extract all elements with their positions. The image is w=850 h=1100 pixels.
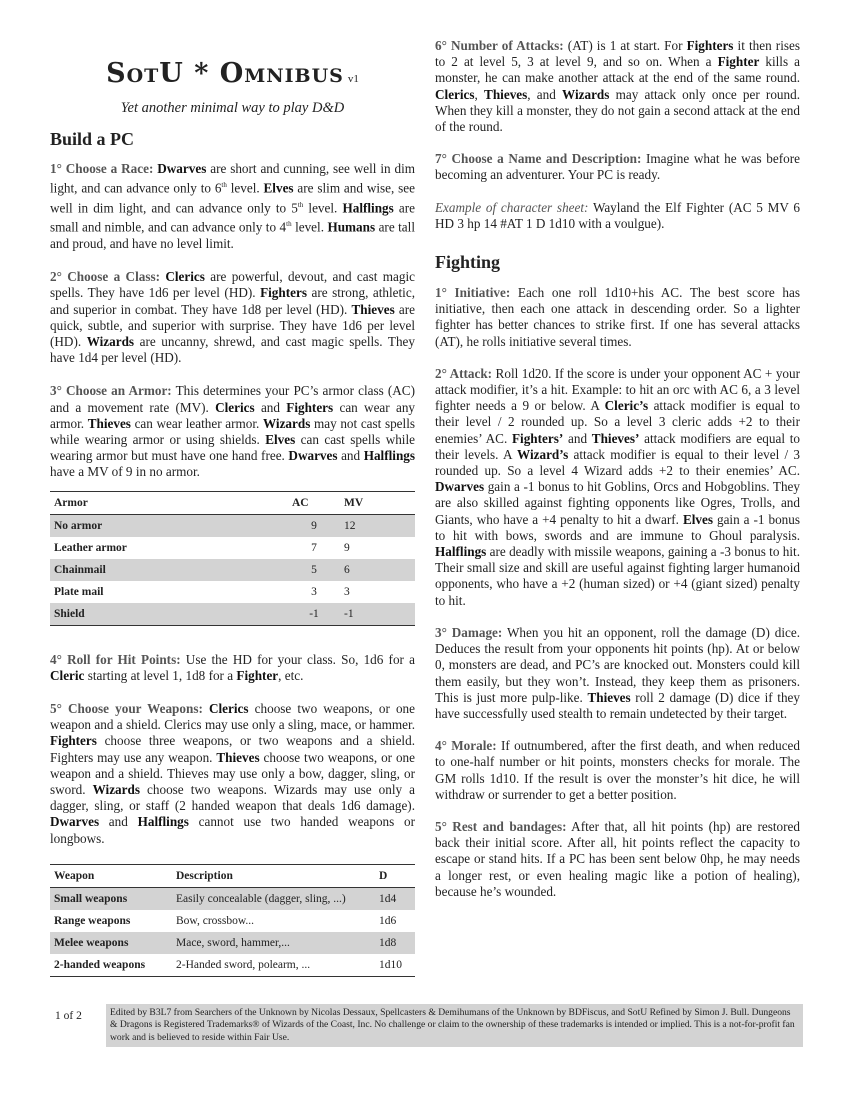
keyword: Dwarves [435,479,485,495]
table-cell: Range weapons [54,914,131,927]
table-cell: 3 [344,585,350,598]
keyword: Elves [263,180,294,196]
text: After that, all hit points (hp) are restored back their initial score. After all, hit points reflect the capacity to escape or stand hits. If a PC has been sent below 0hp, he may needs a longer rest, or even healing magic like a potion of healing), because he’s wounded. [435,818,800,899]
column-header: Armor [50,491,288,514]
table-row [50,559,415,581]
armor-table [50,491,415,626]
table-cell: 9 [344,541,350,554]
text: choose two weapons, or one weapon and a shield. Clerics may use only a sling, mace, or hammer. [50,701,415,733]
text: This determines your PC’s armor class (AC) and a movement rate (MV). [50,383,415,415]
credits-box: Edited by B3L7 from Searchers of the Unknown by Nicolas Dessaux, Spellcasters & Demihumans of the Unknown by BDFiscus, and SotU Refined by Simon J. Bull. Dungeons & Dragons is Registered Trademarks® of Wizards of the Coast, Inc. No challenge or claim to the ownership of these trademarks is intended or implied. This is a not-for-profit fan work and is believed to reside within Fair Use. [106,1004,803,1047]
keyword: Thieves’ [591,430,640,446]
text: attack modifier is equal to their level / 2 rounded up. So a level 3 cleric adds +2 to their enemies’ AC. [435,398,800,446]
table-cell: No armor [54,519,103,532]
text: are uncanny, shrewd, and cast magic spells. They have 1d4 per level (HD). [50,334,415,366]
keyword: Fighters’ [511,430,564,446]
keyword: Wizards [86,334,135,349]
left-column [50,0,415,977]
table-row [50,537,415,559]
table-header-row [50,864,415,887]
table-cell: 9 [311,519,317,532]
keyword: Dwarves [288,448,338,464]
section-heading-fighting: Fighting [435,252,501,273]
text: are short and cunning, see well in dim light, and can advance only to 6 [50,161,415,196]
version-label: v1 [347,73,359,85]
text: (AT) is 1 at start. For [563,38,687,53]
text: and [254,399,287,415]
keyword: Halflings [363,448,415,464]
text: are powerful, devout, and cast magic spells. They have 1d6 per level (HD). [50,269,415,301]
column-header: D [375,864,415,887]
text: gain a -1 bonus to hit Goblins, Orcs and Hobgoblins. They are also skilled against fighting opponents like Ogres, Trolls, and Giants, who have a +4 penalty to hit a dwarf. [435,479,800,527]
text: kills a monster, he can make another attack at the end of the same round. [435,54,800,86]
text: Each one roll 1d10+his AC. The best score has initiative, then each one attack in descending order. So a lighter fighter has better chances to strike first. If one has several attacks (AT), he rolls initiative several times. [435,285,800,349]
text: and [337,448,364,464]
text: are slim and wise, see well in dim light, and can advance only to 5 [50,180,415,216]
text: level. [226,180,264,196]
table-cell: Bow, crossbow... [176,914,255,927]
text: can cast spells while wearing armor but must have one hand free. [50,432,415,464]
keyword: Thieves [587,689,631,705]
text: may attack only once per round. When they kill a monster, they do not gain a second attack at the end of the round. [435,86,800,135]
keyword: Thieves [484,86,528,102]
text: Wayland the Elf Fighter (AC 5 MV 6 HD 3 hp 14 #AT 1 D 1d10 with a voulgue). [435,199,800,231]
paragraph-example [435,200,800,232]
text: Roll 1d20. If the score is under your opponent AC + your attack modifier, it’s a hit. Example: to hit an orc with AC 6, a 3 level fighter needs a 9 or below. A [435,365,801,414]
keyword: Humans [327,219,376,235]
keyword: Wizards [92,782,140,798]
ordinal: th [286,220,292,229]
text: are strong, athletic, and superior in combat. They have 1d8 per level (HD). [50,285,415,317]
keyword: Cleric [50,667,85,683]
keyword: Fighter [717,54,760,70]
column-header: MV [340,491,415,514]
keyword: Wizards [262,415,311,431]
keyword: Halflings [137,814,189,830]
keyword: Wizards [562,86,610,102]
table-cell: 1d10 [375,954,415,977]
paragraph-weapons [50,701,415,847]
table-cell: 1d4 [379,892,397,905]
text: are small and nimble, and can advance only to 4 [50,200,415,235]
paragraph-morale [435,738,800,803]
weapon-table [50,864,415,977]
lead-hit-points: 4° Roll for Hit Points: [50,651,181,667]
text: , [474,86,485,102]
paragraph-race [50,161,415,252]
text: are quick, subtle, and superior with surprise. They have 1d6 per level (HD). [50,301,415,349]
table-cell: 2-handed weapons [50,954,172,977]
column-header: AC [288,491,340,514]
table-header-row [50,491,415,514]
table-row [50,514,415,537]
paragraph-attacks [435,38,800,135]
lead-morale: 4° Morale: [435,738,497,754]
keyword: Clerics [165,269,205,285]
keyword: Elves [682,511,713,527]
table-cell: -1 [288,603,340,626]
paragraph-name [435,151,800,183]
table-cell: 3 [311,585,317,598]
text: it then rises to 2 at level 5, 3 at level 9, and so on. When a [435,38,800,70]
table-row [50,581,415,603]
keyword: Wizard’s [517,446,569,462]
table-cell: Plate mail [54,585,104,598]
text: , and [527,86,563,102]
right-column [435,38,800,900]
table-cell: Melee weapons [54,936,129,949]
lead-initiative: 1° Initiative: [435,285,511,301]
lead-example: Example of character sheet: [435,199,589,215]
lead-name: 7° Choose a Name and Description: [435,151,642,167]
keyword: Fighter [236,667,279,683]
table-cell: 2-Handed sword, polearm, ... [172,954,375,977]
keyword: Fighters [50,733,97,749]
ordinal: th [297,200,304,209]
text: choose three weapons, or two weapons and a shield. Fighters may use any weapon. [50,733,415,765]
keyword: Dwarves [50,814,100,830]
keyword: Dwarves [157,161,207,176]
text: are tall and proud, and have no level limit. [50,219,415,251]
text: choose two weapons, or one weapon and a shield. Thieves may use only a bow, dagger, sling, or sword. [50,749,415,798]
keyword: Halflings [435,544,487,560]
table-row [50,603,415,626]
table-cell: -1 [340,603,415,626]
table-cell: Mace, sword, hammer,... [176,936,290,949]
paragraph-hit-points [50,652,415,684]
text: can wear leather armor. [130,415,263,431]
table-cell: Shield [50,603,288,626]
subtitle: Yet another minimal way to play D&D [120,100,345,116]
text: are deadly with missile weapons, gaining a -3 bonus to hit. Their small size and skill are useful against fighting larger humanoid opponents, who have a +2 (human sized) or +4 (giant sized) penalty to hit. [435,544,800,608]
table-cell: Easily concealable (dagger, sling, ...) [176,892,346,905]
paragraph-damage [435,625,800,722]
table-cell: 12 [344,519,356,532]
column-header: Description [172,864,375,887]
column-header: Weapon [50,864,172,887]
table-cell: 1d6 [379,914,397,927]
text: If outnumbered, after the first death, and when reduced to one-half number or hit points, monsters checks for morale. The GM rolls 1d10. If the result is over the monster’s hit dice, he will withdraw or surrender to get a better position. [435,738,800,802]
lead-armor: 3° Choose an Armor: [50,383,172,399]
text: attack modifier is equal to their level / 3 rounded up. So a level 4 Wizard adds +2 to their enemies’ AC. [435,446,800,479]
text: gain a -1 bonus to hit with bows, swords and are immune to Ghoul paralysis. [435,511,800,543]
lead-class: 2° Choose a Class: [50,269,160,285]
lead-rest: 5° Rest and bandages: [435,818,567,834]
section-heading-build: Build a PC [50,129,135,149]
table-cell: 7 [311,541,317,554]
keyword: Fighters [686,38,734,53]
lead-attacks: 6° Number of Attacks: [435,38,564,53]
text: starting at level 1, 1d8 for a [84,667,237,683]
keyword: Thieves [351,301,395,317]
document-title [50,58,415,98]
text: level. [291,219,328,235]
keyword: Thieves [87,415,131,431]
text: level. [303,200,343,216]
ordinal: th [221,181,227,190]
keyword: Thieves [216,749,260,765]
table-cell: 1d8 [379,936,397,949]
lead-race: 1° Choose a Race: [50,161,154,176]
text: can wear any armor. [50,399,416,431]
table-row [50,932,415,954]
table-cell: Chainmail [54,563,106,576]
keyword: Halflings [342,200,394,216]
lead-weapons: 5° Choose your Weapons: [50,701,203,717]
keyword: Clerics [215,399,255,415]
text: may not cast spells while wearing armor or using shields. [50,415,415,448]
text: When you hit an opponent, roll the damage (D) dice. Deduces the result from your opponents hit points (hp). At or below 0, monsters are dead, and PC’s are knocked out. Monsters could kill them easily, but they won’t. Instead, they keep them as prisoners. This is just more pulp-like. [435,624,800,705]
keyword: Elves [265,432,296,448]
text: , etc. [278,667,304,683]
text: Imagine what he was before becoming an adventurer. Your PC is ready. [435,151,800,183]
text: roll 2 damage (D) dice if they have successfully used stealth to remain undetected by their target. [435,689,800,721]
paragraph-initiative [435,285,800,350]
lead-attack: 2° Attack: [435,365,493,381]
lead-damage: 3° Damage: [435,624,503,640]
keyword: Fighters [260,285,307,301]
text: choose two weapons. Wizards may use only a dagger, sling, or staff (2 handed weapon that deals 1d6 damage). [50,782,415,814]
keyword: Clerics [435,86,475,102]
paragraph-rest [435,819,800,900]
keyword: Clerics [208,701,249,717]
text: Use the HD for your class. So, 1d6 for a [180,651,415,667]
title-text: SotU * Omnibus [106,58,344,89]
table-cell: 6 [344,563,350,576]
table-row [50,910,415,932]
keyword: Cleric’s [604,398,649,414]
paragraph-class [50,269,415,366]
table-cell: 5 [311,563,317,576]
keyword: Fighters [286,399,334,415]
text: have a MV of 9 in no armor. [50,464,200,480]
text: and [99,814,138,830]
text: attack modifiers are equal to their levels. A [435,430,801,462]
text: cannot use two handed weapons or longbows. [50,814,415,846]
page-number: 1 of 2 [55,1010,82,1022]
paragraph-attack [435,366,800,609]
table-cell: Small weapons [54,892,128,905]
table-row [50,954,415,977]
table-cell: Leather armor [54,541,127,554]
paragraph-armor [50,383,415,480]
text: and [563,430,592,446]
table-row [50,887,415,910]
